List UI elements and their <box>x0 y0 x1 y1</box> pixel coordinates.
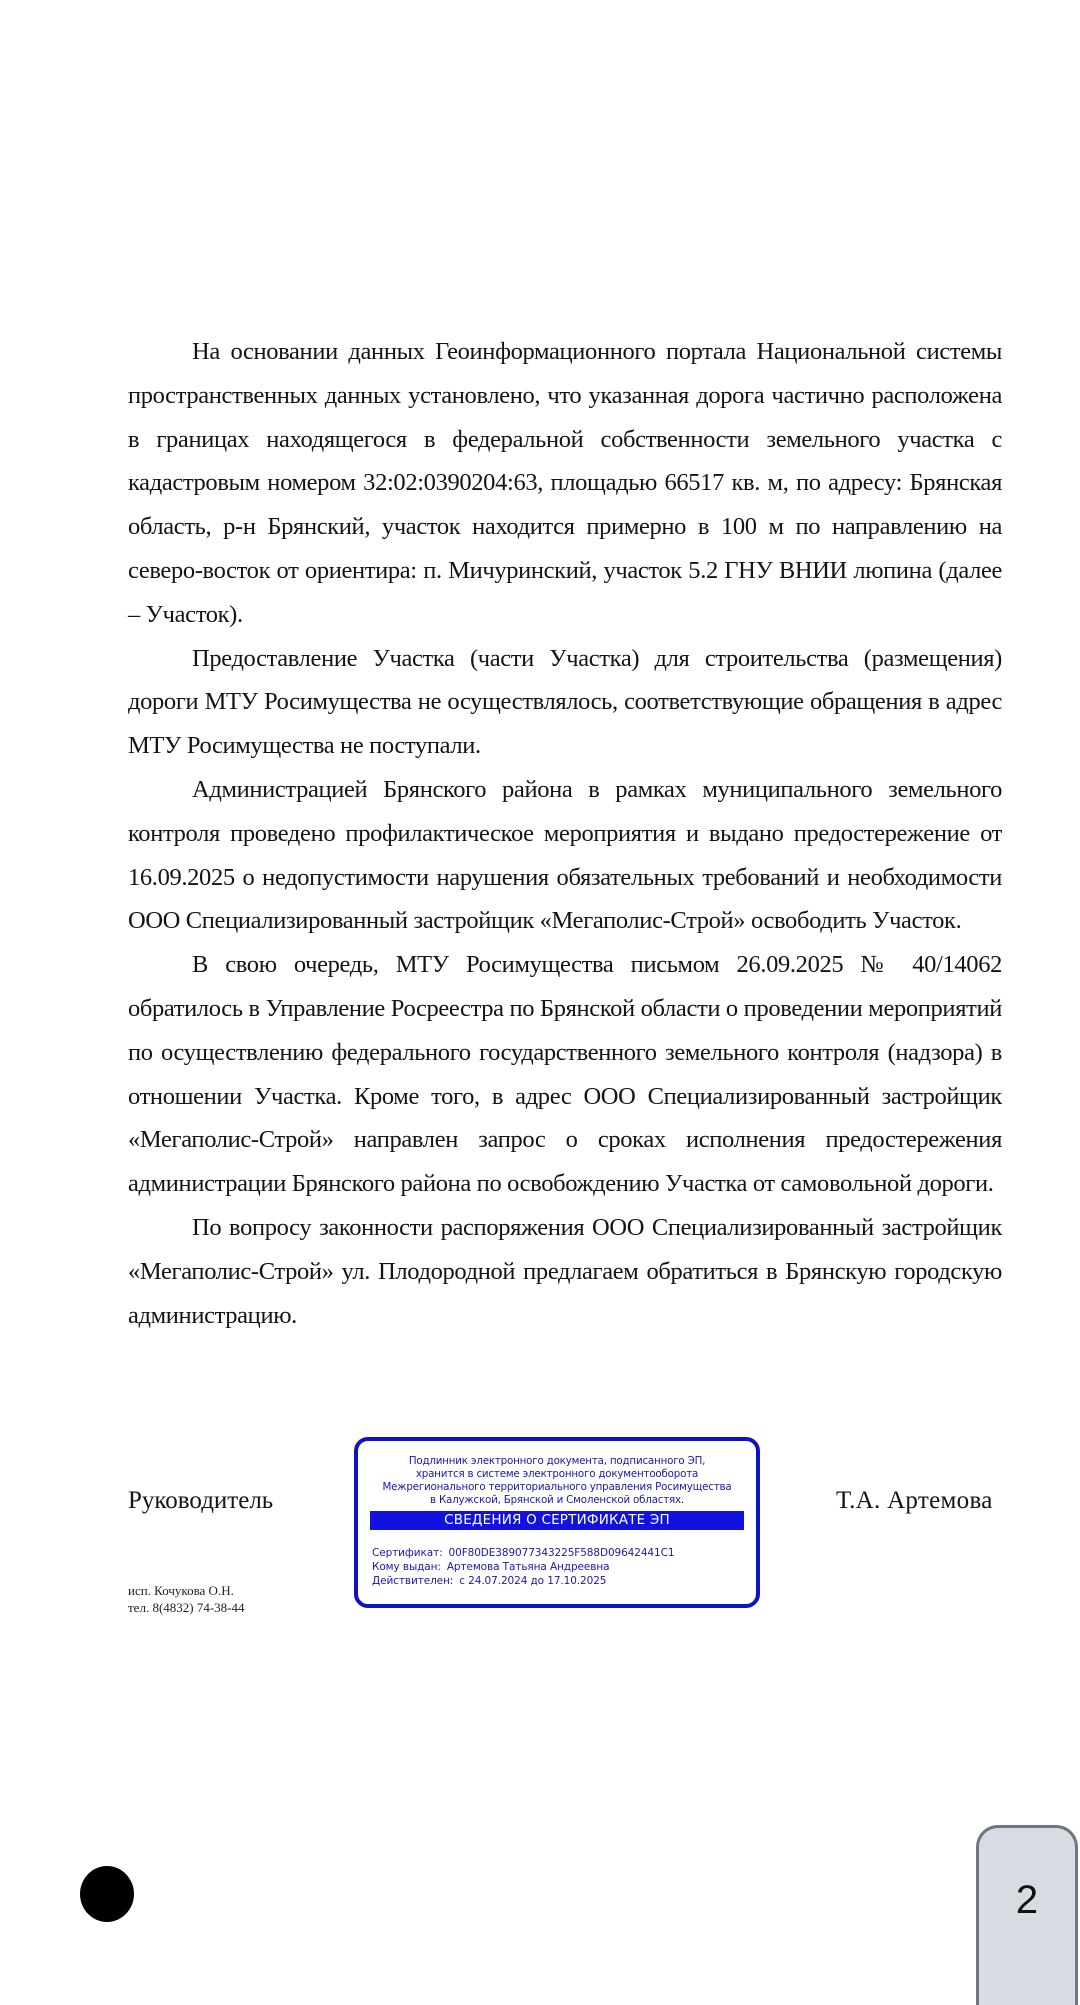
letter-body <box>128 330 1002 1337</box>
page-number-tab[interactable] <box>976 1825 1078 2005</box>
certificate-row <box>372 1546 756 1560</box>
stamp-header-line: Подлинник электронного документа, подписанного ЭП, <box>408 1455 706 1467</box>
issued-to-label: Кому выдан: <box>372 1561 441 1573</box>
certificate-info-band: СВЕДЕНИЯ О СЕРТИФИКАТЕ ЭП <box>370 1511 744 1530</box>
validity-value: с 24.07.2024 до 17.10.2025 <box>459 1575 607 1587</box>
stamp-header <box>358 1455 756 1507</box>
executor-phone: тел. 8(4832) 74-38-44 <box>128 1600 245 1615</box>
stamp-header-line: хранится в системе электронного документооборота <box>415 1468 699 1480</box>
validity-row <box>372 1574 756 1588</box>
signatory-position: Руководитель <box>128 1487 274 1514</box>
validity-label: Действителен: <box>372 1575 454 1587</box>
paragraph-recommendation: По вопросу законности распоряжения ООО Специализированный застройщик «Мегаполис-Строй» ул. Плодородной предлагаем обратиться в Брянскую городскую администрацию. <box>128 1213 1002 1329</box>
executor-name: исп. Кочукова О.Н. <box>128 1583 234 1598</box>
certificate-value: 00F80DE389077343225F588D09642441C1 <box>448 1547 675 1559</box>
e-signature-stamp <box>354 1437 760 1608</box>
executor-info <box>128 1582 245 1616</box>
certificate-details <box>372 1546 756 1588</box>
paragraph-land-plot: На основании данных Геоинформационного портала Национальной системы пространственных данных установлено, что указанная дорога частично расположена в границах находящегося в федеральной собственности земельного участка с кадастровым номером 32:02:0390204:63, площадью 66517 кв. м, по адресу: Брянская область, р-н Брянский, участок находится примерно в 100 м по направлению на северо-восток от ориентира: п. Мичуринский, участок 5.2 ГНУ ВНИИ люпина (далее – Участок). <box>128 338 1002 628</box>
signatory-name: Т.А. Артемова <box>836 1487 993 1514</box>
issued-to-row <box>372 1560 756 1574</box>
paragraph-provision: Предоставление Участка (части Участка) для строительства (размещения) дороги МТУ Росимущества не осуществлялось, соответствующие обращения в адрес МТУ Росимущества не поступали. <box>128 644 1002 760</box>
certificate-label: Сертификат: <box>372 1547 443 1559</box>
stamp-header-line: в Калужской, Брянской и Смоленской областях. <box>430 1494 684 1506</box>
paragraph-rosreestr-request: В свою очередь, МТУ Росимущества письмом 26.09.2025 № 40/14062 обратилось в Управление Росреестра по Брянской области о проведении мероприятий по осуществлению федерального государственного земельного контроля (надзора) в отношении Участка. Кроме того, в адрес ООО Специализированный застройщик «Мегаполис-Строй» направлен запрос о сроках исполнения предостережения администрации Брянского района по освобождению Участка от самовольной дороги. <box>128 951 1002 1198</box>
record-dot-icon[interactable] <box>80 1866 134 1922</box>
issued-to-value: Артемова Татьяна Андреевна <box>446 1561 610 1573</box>
paragraph-warning: Администрацией Брянского района в рамках муниципального земельного контроля проведено профилактическое мероприятия и выдано предостережение от 16.09.2025 о недопустимости нарушения обязательных требований и необходимости ООО Специализированный застройщик «Мегаполис-Строй» освободить Участок. <box>128 775 1002 935</box>
stamp-header-line: Межрегионального территориального управления Росимущества <box>382 1481 732 1493</box>
page-number: 2 <box>1015 1878 1039 1922</box>
